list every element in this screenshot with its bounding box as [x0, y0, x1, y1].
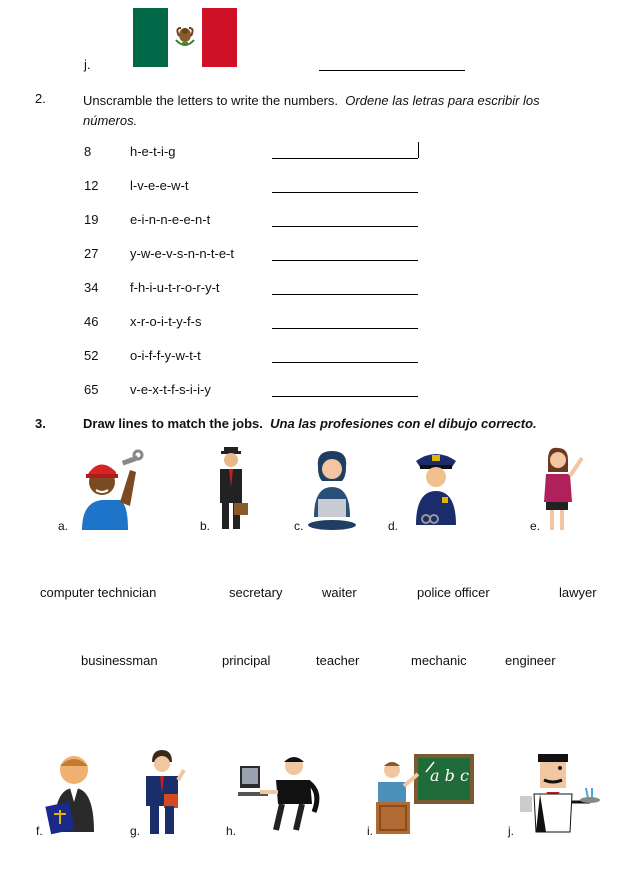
answer-line[interactable]: [272, 362, 418, 363]
item-letters: h-e-t-i-g: [130, 144, 176, 159]
picture-label-a: a.: [58, 519, 69, 533]
eagle-emblem-icon: [173, 24, 197, 50]
teacher-picture[interactable]: [374, 752, 476, 834]
section3-instruction-es: Una las profesiones con el dibujo correcto.: [270, 416, 537, 431]
picture-label-e: e.: [530, 519, 541, 533]
woman-engineer-picture[interactable]: [540, 446, 586, 532]
principal-picture[interactable]: [142, 750, 186, 836]
section2-instruction-es: Ordene las letras para escribir los: [345, 93, 540, 108]
section2-instruction-es-cont: números.: [83, 113, 138, 128]
mexico-flag-image: [133, 8, 237, 67]
answer-line[interactable]: [272, 226, 418, 227]
job-word-teacher[interactable]: teacher: [316, 653, 360, 668]
job-word-computer-technician[interactable]: computer technician: [40, 585, 157, 600]
item-number: 65: [84, 382, 99, 397]
mechanic-picture[interactable]: [72, 450, 144, 530]
lawyer-picture[interactable]: [46, 752, 98, 834]
section2-instructions: [83, 91, 583, 131]
text-cursor: [418, 142, 419, 158]
answer-line-flag[interactable]: [319, 70, 465, 71]
answer-line[interactable]: [272, 294, 418, 295]
item-letters: v-e-x-t-f-s-i-i-y: [130, 382, 211, 397]
item-number: 46: [84, 314, 99, 329]
answer-line[interactable]: [272, 328, 418, 329]
item-number: 34: [84, 280, 99, 295]
item-number: 27: [84, 246, 99, 261]
job-word-principal[interactable]: principal: [222, 653, 271, 668]
item-letters: l-v-e-e-w-t: [130, 178, 189, 193]
picture-label-f: f.: [36, 824, 43, 838]
waiter-picture[interactable]: [520, 752, 600, 834]
section2-instruction-en: Unscramble the letters to write the numbers.: [83, 93, 339, 108]
answer-line[interactable]: [272, 396, 418, 397]
job-word-secretary[interactable]: secretary: [229, 585, 283, 600]
item-letters: f-h-i-u-t-r-o-r-y-t: [130, 280, 220, 295]
flag-item-letter: j.: [84, 57, 91, 72]
item-letters: e-i-n-n-e-e-n-t: [130, 212, 211, 227]
job-word-businessman[interactable]: businessman: [81, 653, 158, 668]
item-number: 52: [84, 348, 99, 363]
item-number: 12: [84, 178, 99, 193]
section2-number: 2.: [35, 91, 46, 106]
job-word-lawyer[interactable]: lawyer: [559, 585, 597, 600]
picture-label-c: c.: [294, 519, 304, 533]
picture-label-d: d.: [388, 519, 399, 533]
chalkboard-text: a b c: [430, 766, 469, 785]
picture-label-i: i.: [367, 824, 373, 838]
item-letters: o-i-f-f-y-w-t-t: [130, 348, 201, 363]
police-officer-picture[interactable]: [412, 447, 460, 527]
answer-line[interactable]: [272, 192, 418, 193]
job-word-engineer[interactable]: engineer: [505, 653, 556, 668]
picture-label-b: b.: [200, 519, 211, 533]
section3-instruction-en: Draw lines to match the jobs.: [83, 416, 263, 431]
picture-label-g: g.: [130, 824, 141, 838]
section3-instructions: [83, 416, 537, 431]
item-letters: y-w-e-v-s-n-n-t-e-t: [130, 246, 234, 261]
secretary-picture[interactable]: [238, 752, 324, 834]
answer-line[interactable]: [272, 260, 418, 261]
job-word-mechanic[interactable]: mechanic: [411, 653, 467, 668]
item-number: 8: [84, 144, 92, 159]
answer-line[interactable]: [272, 158, 418, 159]
item-letters: x-r-o-i-t-y-f-s: [130, 314, 202, 329]
item-number: 19: [84, 212, 99, 227]
computer-technician-picture[interactable]: [306, 447, 358, 531]
picture-label-h: h.: [226, 824, 237, 838]
picture-label-j: j.: [508, 824, 514, 838]
section3-number: 3.: [35, 416, 46, 431]
job-word-waiter[interactable]: waiter: [322, 585, 357, 600]
job-word-police-officer[interactable]: police officer: [417, 585, 490, 600]
businessman-picture[interactable]: [214, 447, 250, 531]
